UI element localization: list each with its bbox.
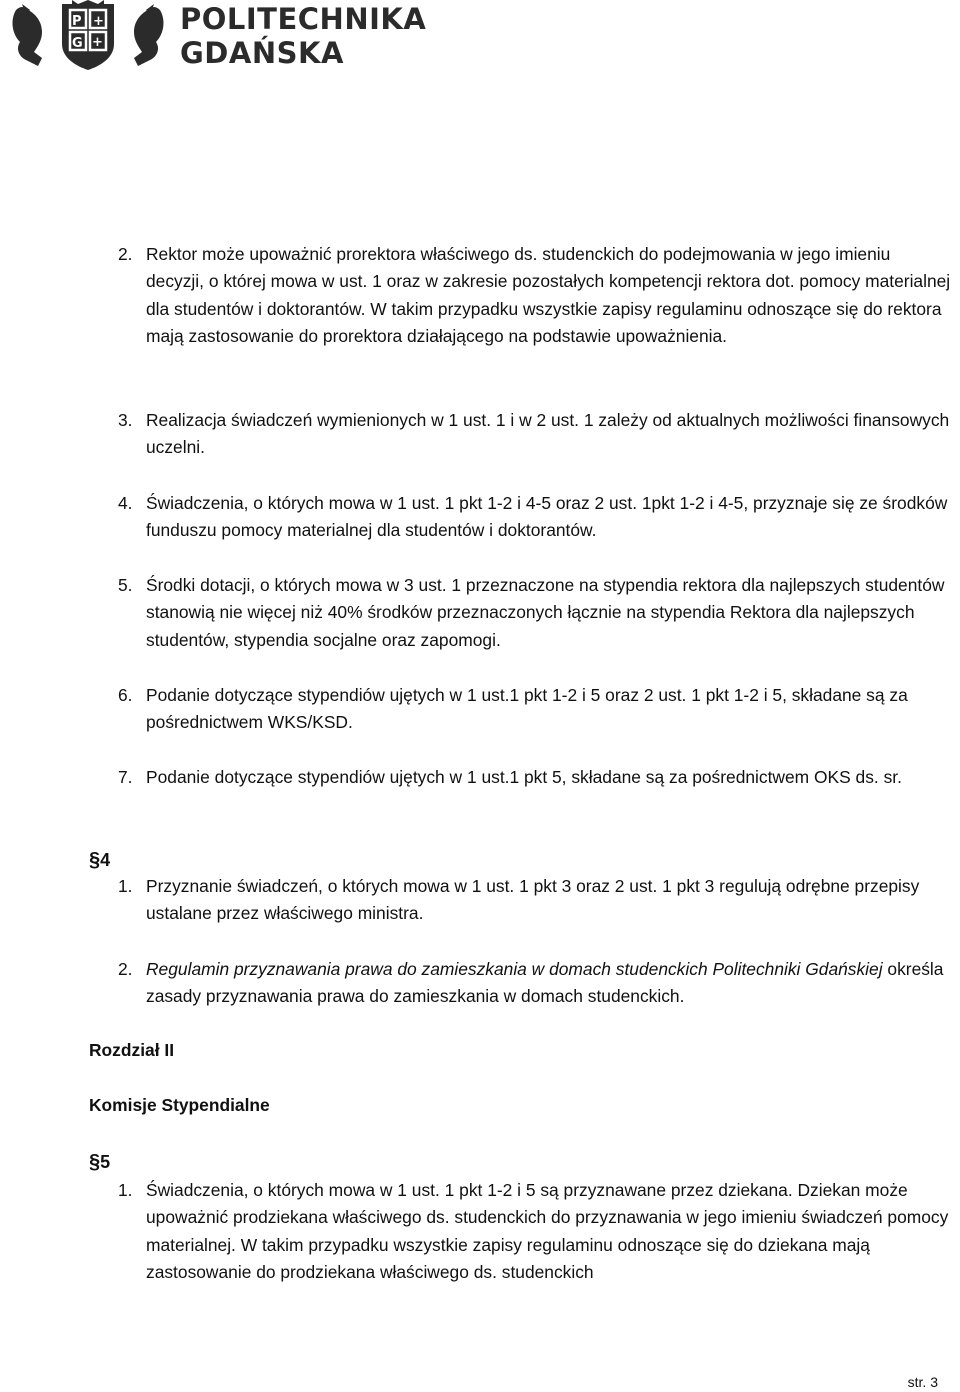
- brand-name-line2: GDAŃSKA: [180, 36, 344, 70]
- paragraph-item: [118, 241, 953, 350]
- paragraph-item: [118, 572, 953, 654]
- svg-text:G: G: [72, 36, 83, 51]
- paragraph-item: [118, 490, 953, 545]
- item-number: 1.: [118, 876, 133, 896]
- chapter-title: Rozdział II: [89, 1040, 175, 1060]
- svg-text:P: P: [72, 14, 82, 29]
- svg-text:+: +: [93, 14, 104, 29]
- item-text: Świadczenia, o których mowa w 1 ust. 1 pkt 1-2 i 4-5 oraz 2 ust. 1pkt 1-2 i 4-5, przyznaje się ze środków funduszu pomocy materialnej dla studentów i doktorantów.: [146, 493, 948, 541]
- item-number: 3.: [118, 410, 133, 430]
- paragraph-item: [118, 407, 953, 462]
- chapter-subtitle: Komisje Stypendialne: [89, 1095, 270, 1115]
- svg-text:+: +: [92, 35, 103, 50]
- politechnika-gdanska-logo: [8, 0, 428, 74]
- section-number: 4: [100, 850, 111, 870]
- brand-name-line1: POLITECHNIKA: [180, 2, 427, 36]
- item-text: Świadczenia, o których mowa w 1 ust. 1 pkt 1-2 i 5 są przyznawane przez dziekana. Dziekan może upoważnić prodziekana właściwego ds. studenckich do przyznawania w jego imieniu świadczeń pomocy materialnej. W takim przypadku wszystkie zapisy regulaminu odnoszące się do dziekana mają zastosowanie do prodziekana właściwego ds. studenckich: [146, 1180, 949, 1282]
- item-text: Podanie dotyczące stypendiów ujętych w 1 ust.1 pkt 5, składane są za pośrednictwem OKS ds. sr.: [146, 767, 902, 787]
- item-number: 7.: [118, 767, 133, 787]
- regulation-title: Regulamin przyznawania prawa do zamieszkania w domach studenckich Politechniki Gdańskiej: [146, 959, 883, 979]
- item-text: [146, 956, 953, 1011]
- item-text: Podanie dotyczące stypendiów ujętych w 1 ust.1 pkt 1-2 i 5 oraz 2 ust. 1 pkt 1-2 i 5, składane są za pośrednictwem WKS/KSD.: [146, 685, 908, 733]
- paragraph-item: [118, 682, 953, 737]
- item-text: Rektor może upoważnić prorektora właściwego ds. studenckich do podejmowania w jego imieniu decyzji, o której mowa w ust. 1 oraz w zakresie pozostałych kompetencji rektora dot. pomocy materialnej dla studentów i doktorantów. W takim przypadku wszystkie zapisy regulaminu odnoszące się do rektora mają zastosowanie do prorektora działającego na podstawie upoważnienia.: [146, 244, 951, 346]
- section-marker: [89, 1152, 110, 1173]
- item-number: 2.: [118, 244, 133, 264]
- item-number: 2.: [118, 959, 133, 979]
- section-number: 5: [100, 1152, 111, 1172]
- item-text: Realizacja świadczeń wymienionych w 1 ust. 1 i w 2 ust. 1 zależy od aktualnych możliwości finansowych uczelni.: [146, 410, 950, 458]
- crest-icon: [8, 0, 168, 74]
- item-text: Środki dotacji, o których mowa w 3 ust. 1 przeznaczone na stypendia rektora dla najlepszych studentów stanowią nie więcej niż 40% środków przeznaczonych łącznie na stypendia Rektora dla najlepszych studentów, stypendia socjalne oraz zapomogi.: [146, 575, 945, 650]
- section-item: [118, 1177, 953, 1286]
- section-item: [118, 956, 953, 1011]
- section-marker: [89, 850, 110, 871]
- item-text-rest: określa zasady przyznawania prawa do zamieszkania w domach studenckich.: [146, 959, 944, 1007]
- item-number: 1.: [118, 1180, 133, 1200]
- paragraph-item: [118, 764, 953, 791]
- section-item: [118, 873, 953, 928]
- item-number: 4.: [118, 493, 133, 513]
- section-symbol: §: [89, 849, 101, 871]
- item-number: 6.: [118, 685, 133, 705]
- page-number: str. 3: [907, 1374, 938, 1390]
- item-text: Przyznanie świadczeń, o których mowa w 1 ust. 1 pkt 3 oraz 2 ust. 1 pkt 3 regulują odrębne przepisy ustalane przez właściwego ministra.: [146, 876, 920, 924]
- section-symbol: §: [89, 1151, 101, 1173]
- item-number: 5.: [118, 575, 133, 595]
